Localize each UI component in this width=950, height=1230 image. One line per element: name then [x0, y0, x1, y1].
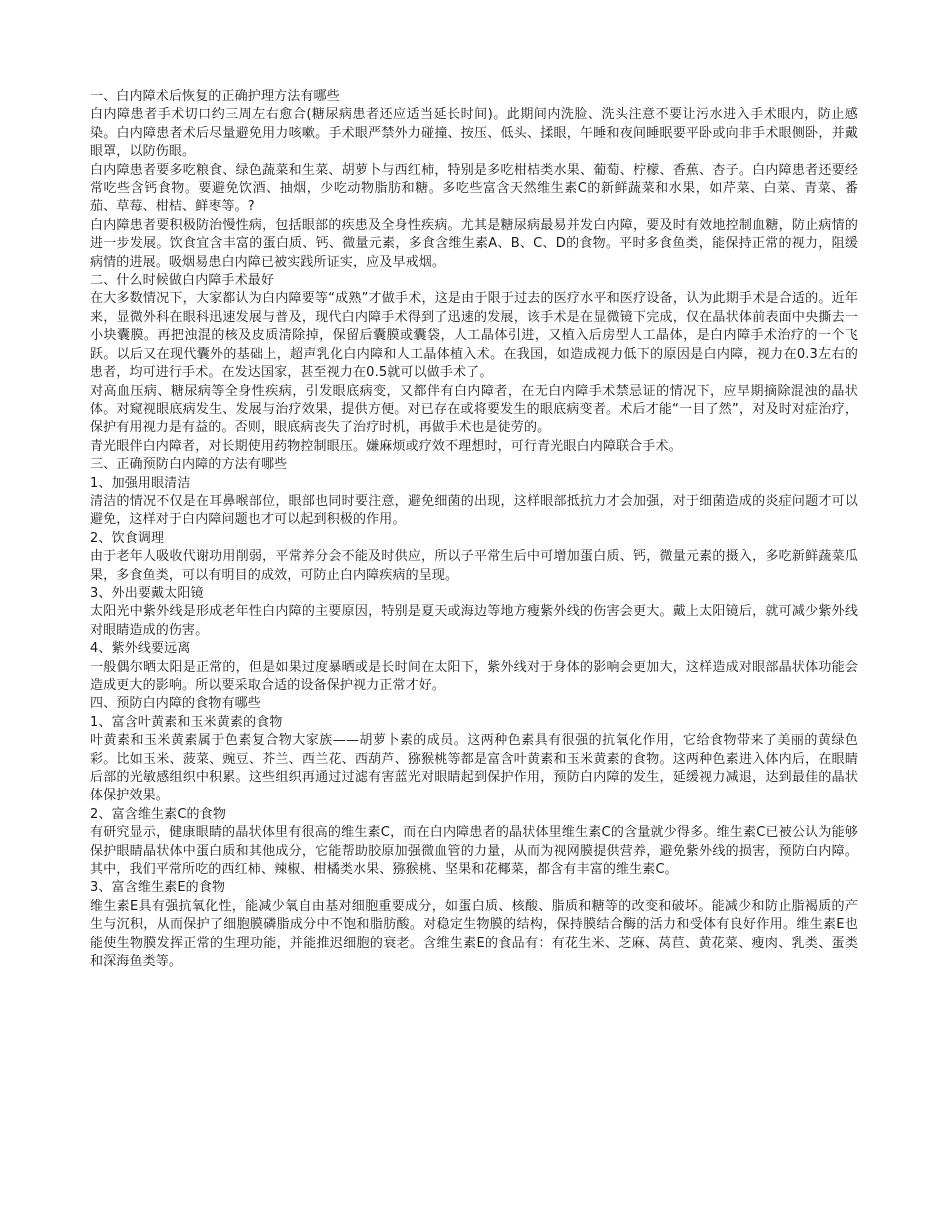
subheading-diet-adjustment: 2、饮食调理: [90, 530, 165, 546]
paragraph-eye-hygiene: 清洁的情况不仅是在耳鼻喉部位，眼部也同时要注意，避免细菌的出现，这样眼部抵抗力才会加强，对于细菌造成的炎症问题才可以避免，这样对于白内障问题也才可以起到积极的作用。: [90, 493, 858, 528]
paragraph-sunglasses: 太阳光中紫外线是形成老年性白内障的主要原因，特别是夏天或海边等地方瘦紫外线的伤害会更大。戴上太阳镜后，就可减少紫外线对眼睛造成的伤害。: [90, 604, 858, 638]
paragraph-avoid-uv: 一般偶尔晒太阳是正常的，但是如果过度暴晒或是长时间在太阳下，紫外线对于身体的影响会更加大，这样造成对眼部晶状体功能会造成更大的影响。所以要采取合适的设备保护视力正常才好。: [90, 659, 858, 693]
subheading-avoid-uv: 4、紫外线要远离: [90, 641, 191, 657]
section-heading-surgery-timing: 二、什么时候做白内障手术最好: [90, 273, 275, 289]
paragraph-vitamin-e-foods: 维生素E具有强抗氧化性，能减少氧自由基对细胞重要成分，如蛋白质、核酸、脂质和糖等的改变和破坏。能减少和防止脂褐质的产生与沉积，从而保护了细胞膜磷脂成分中不饱和脂肪酸。对稳定生物膜的结构，保持膜结合酶的活力和受体有良好作用。维生素E也能使生物膜发挥正常的生理功能，并能推迟细胞的衰老。含维生素E的食品有：有花生米、芝麻、莴苣、黄花菜、瘦肉、乳类、蛋类和深海鱼类等。: [90, 898, 858, 970]
paragraph-diet: 白内障患者要多吃粮食、绿色蔬菜和生菜、胡萝卜与西红柿，特别是多吃柑桔类水果、葡萄、柠檬、香蕉、杏子。白内障患者还要经常吃些含钙食物。要避免饮酒、抽烟，少吃动物脂肪和糖。多吃些富含天然维生素C的新鲜蔬菜和水果，如芹菜、白菜、青菜、番茄、草莓、柑桔、鲜枣等。?: [90, 162, 858, 215]
paragraph-lutein-foods: 叶黄素和玉米黄素属于色素复合物大家族——胡萝卜素的成员。这两种色素具有很强的抗氧化作用，它给食物带来了美丽的黄绿色彩。比如玉米、菠菜、豌豆、芥兰、西兰花、西葫芦、猕猴桃等都是富含叶黄素和玉米黄素的食物。这两种色素进入体内后，在眼睛后部的光敏感组织中积累。这些组织再通过过滤有害蓝光对眼睛起到保护作用，预防白内障的发生，延缓视力减退，达到最佳的晶状体保护效果。: [90, 733, 858, 804]
subheading-eye-hygiene: 1、加强用眼清洁: [90, 475, 191, 491]
paragraph-wound-care: 白内障患者手术切口约三周左右愈合(糖尿病患者还应适当延长时间)。此期间内洗脸、洗头注意不要让污水进入手术眼内，防止感染。白内障患者术后尽量避免用力咳嗽。手术眼严禁外力碰撞、按压、低头、揉眼，午睡和夜间睡眠要平卧或向非手术眼侧卧，并戴眼罩，以防伤眼。: [90, 107, 858, 160]
section-heading-prevention: 三、正确预防白内障的方法有哪些: [90, 457, 288, 473]
paragraph-chronic-disease: 白内障患者要积极防治慢性病，包括眼部的疾患及全身性疾病。尤其是糖尿病最易并发白内障，要及时有效地控制血糖，防止病情的进一步发展。饮食宜含丰富的蛋白质、钙、微量元素，多食含维生素A、B、C、D的食物。平时多食鱼类，能保持正常的视力，阻缓病情的进展。吸烟易患白内障已被实践所证实，应及早戒烟。: [90, 217, 858, 270]
subheading-vitamin-e-foods: 3、富含维生素E的食物: [90, 880, 226, 896]
paragraph-glaucoma: 青光眼伴白内障者，对长期使用药物控制眼压。嫌麻烦或疗效不理想时，可行青光眼白内障联合手术。: [90, 438, 682, 454]
paragraph-surgery-maturity: 在大多数情况下，大家都认为白内障要等“成熟”才做手术，这是由于限于过去的医疗水平和医疗设备，认为此期手术是合适的。近年来，显微外科在眼科迅速发展与普及，现代白内障手术得到了迅速的发展，该手术是在显微镜下完成，仅在晶状体前表面中央撕去一小块囊膜。再把浊混的核及皮质清除掉，保留后囊膜或囊袋，人工晶体引进，又植入后房型人工晶体，是白内障手术治疗的一个飞跃。以后又在现代囊外的基础上，超声乳化白内障和人工晶体植入术。在我国，如造成视力低下的原因是白内障，视力在0.3左右的患者，均可进行手术。在发达国家，甚至视力在0.5就可以做手术了。: [90, 291, 858, 381]
paragraph-vitamin-c-foods: 有研究显示，健康眼睛的晶状体里有很高的维生素C，而在白内障患者的晶状体里维生素C的含量就少得多。维生素C已被公认为能够保护眼睛晶状体中蛋白质和其他成分，它能帮助胶原加强微血管的力量，从而为视网膜提供营养，避免紫外线的损害，预防白内障。其中，我们平常所吃的西红柿、辣椒、柑橘类水果、猕猴桃、坚果和花椰菜，都含有丰富的维生素C。: [90, 825, 858, 878]
paragraph-systemic-disease: 对高血压病、糖尿病等全身性疾病，引发眼底病变，又都伴有白内障者，在无白内障手术禁忌证的情况下，应早期摘除混浊的晶状体。对窥视眼底病发生、发展与治疗效果，提供方便。对已存在或将要发生的眼底病变者。术后才能“一目了然”，对及时对症治疗，保护有用视力是有益的。否则，眼底病丧失了治疗时机，再做手术也是徒劳的。: [90, 383, 858, 436]
paragraph-diet-adjustment: 由于老年人吸收代谢功用削弱，平常养分会不能及时供应，所以子平常生后中可增加蛋白质、钙，微量元素的摄入，多吃新鲜蔬菜瓜果，多食鱼类，可以有明目的成效，可防止白内障疾病的呈现。: [90, 549, 858, 583]
subheading-lutein-foods: 1、富含叶黄素和玉米黄素的食物: [90, 714, 283, 730]
subheading-sunglasses: 3、外出要戴太阳镜: [90, 585, 204, 601]
section-heading-postoperative-care: 一、白内障术后恢复的正确护理方法有哪些: [90, 89, 340, 104]
subheading-vitamin-c-foods: 2、富含维生素C的食物: [90, 806, 226, 822]
section-heading-foods: 四、预防白内障的食物有哪些: [90, 696, 261, 712]
